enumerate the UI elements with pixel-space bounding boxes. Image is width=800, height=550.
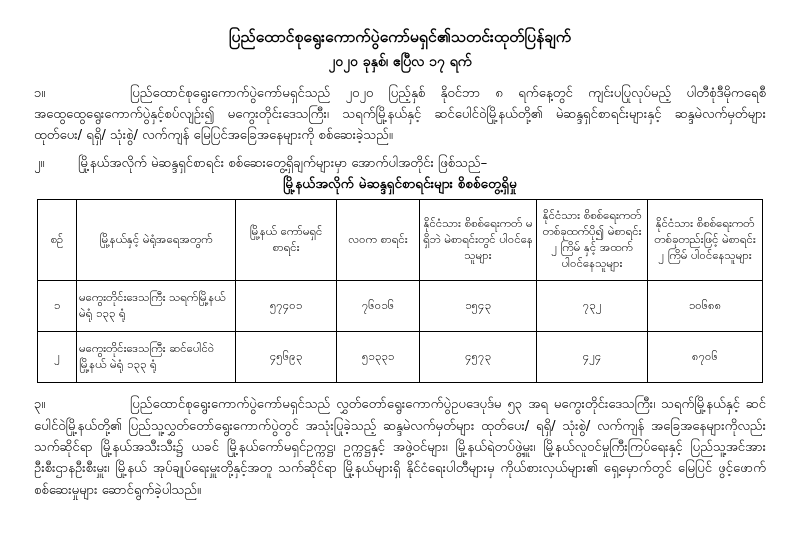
paragraph-1 <box>34 83 766 147</box>
column-header-township: မြို့နယ်နှင့် မဲရုံအရေအတွက် <box>77 200 236 281</box>
voter-list-table <box>37 199 763 383</box>
cell-no-nrc: ၁၅၄၃ <box>420 281 537 332</box>
column-header-no: စဉ် <box>38 200 77 281</box>
paragraph-2-text: မြို့နယ်အလိုက် မဲဆန္ဒရှင်စာရင်း စစ်ဆေးတွေ့ရှိချက်များမှာ အောက်ပါအတိုင်း ဖြစ်သည်– <box>78 155 488 171</box>
cell-no-nrc: ၄၅၇၃ <box>420 332 537 383</box>
paragraph-3-text: ပြည်ထောင်စုရွေးကောက်ပွဲကော်မရှင်သည် လွှတ်တော်ရွေးကောက်ပွဲဥပဒေပုဒ်မ ၅၃ အရ မကွေးတိုင်းဒေသကြီး၊ သရက်မြို့နယ်နှင့် ဆင်ပေါင်ဝဲမြို့နယ်တို့၏ ပြည်သူ့လွှတ်တော်ရွေးကောက်ပွဲတွင် အသုံးပြုခဲ့သည့် ဆန္ဒမဲလက်မှတ်များ ထုတ်ပေး/ ရရှိ/ သုံးစွဲ/ လက်ကျန် အခြေအနေများကိုလည်း သက်ဆိုင်ရာ မြို့နယ်အသီးသီး၌ ယခင် မြို့နယ်ကော်မရှင်ဥက္ကဋ္ဌ၊ ဥက္ကဋ္ဌနှင့် အဖွဲ့ဝင်များ၊ မြို့နယ်ရဲတပ်ဖွဲ့မှူး၊ မြို့နယ်လူဝင်မှုကြီးကြပ်ရေးနှင့် ပြည်သူ့အင်အားဦးစီးဌာနဦးစီးမှူး၊ မြို့နယ် အုပ်ချုပ်ရေးမှူးတို့နှင့်အတူ သက်ဆိုင်ရာ မြို့နယ်များရှိ နိုင်ငံရေးပါတီများမှ ကိုယ်စားလှယ်များ၏ ရှေ့မှောက်တွင် မြေပြင် ဖွင့်ဖောက်စစ်ဆေးမှုများ ဆောင်ရွက်ခဲ့ပါသည်။ <box>34 397 766 498</box>
paragraph-1-marker: ၁။ <box>34 85 46 101</box>
paragraph-2-marker: ၂။ <box>34 155 45 171</box>
column-header-multi-nrc: နိုင်ငံသား စိစစ်ရေးကတ် တစ်ခုထက်ပို၍ မဲစာရင်း ၂ ကြိမ် နှင့် အထက် ပါဝင်နေသူများ <box>537 200 648 281</box>
cell-no: ၂ <box>38 332 77 383</box>
paragraph-2 <box>34 153 766 174</box>
cell-multi-nrc: ၇၃၂ <box>537 281 648 332</box>
cell-immigration-list: ၇၆၀၁၆ <box>337 281 420 332</box>
paragraph-3-marker: ၃။ <box>34 397 46 413</box>
cell-multi-nrc: ၄၂၄ <box>537 332 648 383</box>
table-body <box>38 281 763 383</box>
cell-single-nrc-twice: ၈၇၀၆ <box>648 332 763 383</box>
cell-township: မကွေးတိုင်းဒေသကြီး သရက်မြို့နယ် မဲရုံ ၁၃၃ ရုံ <box>77 281 236 332</box>
cell-no: ၁ <box>38 281 77 332</box>
table-header <box>38 200 763 281</box>
paragraph-1-text: ပြည်ထောင်စုရွေးကောက်ပွဲကော်မရှင်သည် ၂၀၂၀ ပြည့်နှစ် နိုဝင်ဘာ ၈ ရက်နေ့တွင် ကျင်းပပြုလုပ်မည့် ပါတီစုံဒီမိုကရေစီအထွေထွေရွေးကောက်ပွဲနှင့်စပ်လျဉ်း၍ မကွေးတိုင်းဒေသကြီး၊ သရက်မြို့နယ်နှင့် ဆင်ပေါင်ဝဲမြို့နယ်တို့၏ မဲဆန္ဒရှင်စာရင်းများနှင့် ဆန္ဒမဲလက်မှတ်များ ထုတ်ပေး/ ရရှိ/ သုံးစွဲ/ လက်ကျန် မြေပြင်အခြေအနေများကို စစ်ဆေးခဲ့သည်။ <box>34 85 766 144</box>
paragraph-3 <box>34 394 766 501</box>
table-header-row <box>38 200 763 281</box>
table-row <box>38 332 763 383</box>
table-caption: မြို့နယ်အလိုက် မဲဆန္ဒရှင်စာရင်းများ စိစစ်တွေ့ရှိမှု <box>283 176 517 193</box>
cell-commission-list: ၅၇၄၀၁ <box>236 281 337 332</box>
cell-immigration-list: ၅၁၃၃၁ <box>337 332 420 383</box>
column-header-commission-list: မြို့နယ် ကော်မရှင် စာရင်း <box>236 200 337 281</box>
cell-commission-list: ၄၅၆၉၃ <box>236 332 337 383</box>
table-row <box>38 281 763 332</box>
column-header-immigration-list: လဝက စာရင်း <box>337 200 420 281</box>
column-header-no-nrc: နိုင်ငံသား စိစစ်ရေးကတ် မရှိဘဲ မဲစာရင်းတွင် ပါဝင်နေသူများ <box>420 200 537 281</box>
cell-township: မကွေးတိုင်းဒေသကြီး ဆင်ပေါင်ဝဲမြို့နယ် မဲရုံ ၁၃၃ ရုံ <box>77 332 236 383</box>
cell-single-nrc-twice: ၁၀၆၈၈ <box>648 281 763 332</box>
column-header-single-nrc-twice: နိုင်ငံသား စိစစ်ရေးကတ် တစ်ခုတည်းဖြင့် မဲစာရင်း ၂ ကြိမ် ပါဝင်နေသူများ <box>648 200 763 281</box>
page-title: ပြည်ထောင်စုရွေးကောက်ပွဲကော်မရှင်၏သတင်းထုတ်ပြန်ချက် <box>228 28 572 46</box>
page-subtitle: ၂၀၂၀ ခုနှစ်၊ ဧပြီလ ၁၇ ရက် <box>328 54 472 71</box>
